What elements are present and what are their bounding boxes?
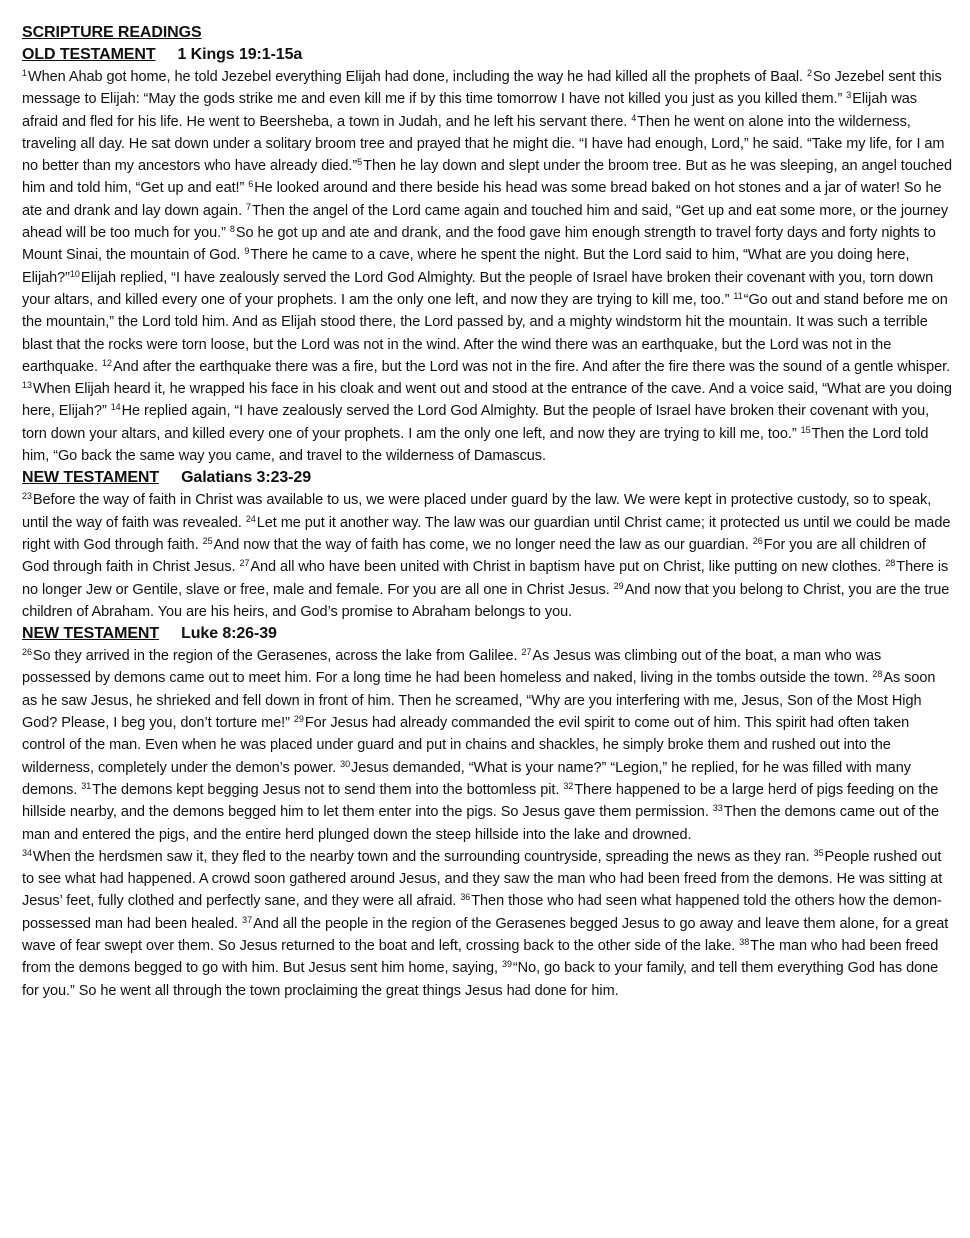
reading-header [22, 623, 952, 645]
verse-number: 29 [613, 580, 624, 591]
reading-paragraph [22, 645, 952, 846]
verse-number: 37 [242, 914, 253, 925]
verse-text: Let me put it another way. The law was our guardian until Christ came; it protected us until we could be made right with God through faith. [22, 514, 951, 553]
verse-text: So Jezebel sent this message to Elijah: “May the gods strike me and even kill me if by this time tomorrow I have not killed you just as you killed them.” [22, 69, 942, 108]
verse-number: 10 [69, 268, 80, 279]
reading-paragraph [22, 489, 952, 623]
reading-paragraph [22, 846, 952, 1002]
verse-number: 36 [460, 892, 471, 903]
verse-text: Before the way of faith in Christ was available to us, we were placed under guard by the law. We were kept in protective custody, so to speak, until the way of faith was revealed. [22, 492, 932, 531]
reading-header [22, 44, 952, 66]
scripture-reference: Galatians 3:23-29 [181, 469, 311, 487]
verse-text: Then those who had seen what happened told the others how the demon-possessed man had been healed. [22, 893, 942, 932]
verse-number: 2 [807, 68, 812, 78]
reading-section [22, 623, 952, 1002]
reading-section [22, 467, 952, 623]
verse-number: 3 [846, 90, 852, 101]
verse-number: 26 [22, 647, 32, 658]
verse-text: There is no longer Jew or Gentile, slave or free, male and female. For you are all one in Christ Jesus. [22, 559, 949, 598]
verse-text: He replied again, “I have zealously served the Lord God Almighty. But the people of Israel have broken their covenant with you, torn down your altars, and killed every one of your prophets. I am the only one left, and now they are trying to kill me, too.” [22, 403, 930, 442]
reading-paragraph [22, 66, 952, 467]
verse-number: 25 [202, 535, 213, 546]
verse-number: 28 [885, 558, 896, 569]
verse-text: And now that you belong to Christ, you are the true children of Abraham. You are his heirs, and God’s promise to Abraham belongs to you. [22, 581, 950, 620]
verse-text: There happened to be a large herd of pigs feeding on the hillside nearby, and the demons begged him to let them enter into the pigs. So Jesus gave them permission. [22, 781, 939, 821]
verse-text: Jesus demanded, “What is your name?” “Legion,” he replied, for he was filled with many demons. [22, 759, 911, 798]
scripture-reference: Luke 8:26-39 [181, 625, 277, 643]
verse [22, 648, 521, 664]
testament-label: NEW TESTAMENT [22, 469, 160, 487]
readings-container [22, 44, 952, 1002]
verse-number: 12 [102, 357, 112, 368]
verse-text: As soon as he saw Jesus, he shrieked and fell down in front of him. Then he screamed, “Why are you interfering with me, Jesus, Son of the Most High God? Please, I beg you, don’t torture me!” [22, 670, 936, 732]
verse-text: There he came to a cave, where he spent the night. But the Lord said to him, “What are you doing here, Elijah?” [22, 247, 910, 286]
verse-number: 35 [813, 847, 824, 858]
verse-number: 5 [357, 157, 363, 168]
verse-number: 9 [244, 246, 250, 257]
verse-number: 30 [340, 758, 351, 769]
verse-number: 11 [733, 290, 743, 301]
verse-text: So they arrived in the region of the Gerasenes, across the lake from Galilee. [32, 648, 522, 665]
verse-number: 4 [631, 112, 637, 123]
verse-text: Then the Lord told him, “Go back the same way you came, and travel to the wilderness of Damascus. [22, 425, 929, 465]
verse-text: When Elijah heard it, he wrapped his face in his cloak and went out and stood at the entrance of the cave. And a voice said, “What are you doing here, Elijah?” [22, 381, 952, 420]
verse-number: 33 [712, 803, 723, 814]
verse-number: 15 [800, 424, 811, 435]
verse-text: When the herdsmen saw it, they fled to the nearby town and the surrounding countryside, spreading the news as they ran. [32, 848, 814, 865]
reading-section [22, 44, 952, 467]
verse [22, 849, 814, 865]
verse-number: 14 [110, 402, 121, 413]
verse-text: And all the people in the region of the Gerasenes begged Jesus to go away and leave them alone, for a great wave of fear swept over them. So Jesus returned to the boat and left, crossing back to the other side of the lake. [22, 915, 949, 954]
verse-text: For you are all children of God through faith in Christ Jesus. [22, 536, 926, 576]
verse-text: People rushed out to see what had happened. A crowd soon gathered around Jesus, and they saw the man who had been freed from the demons. He was sitting at Jesus’ feet, fully clothed and perfectly sane, and they were all afraid. [22, 848, 943, 910]
testament-label: OLD TESTAMENT [22, 46, 156, 63]
verse-text: He looked around and there beside his head was some bread baked on hot stones and a jar of water! So he ate and drank and lay down again. [22, 180, 942, 219]
page-title: SCRIPTURE READINGS [22, 24, 202, 41]
scripture-page [22, 22, 952, 1002]
verse [81, 782, 563, 798]
verse-text: Then he went on alone into the wilderness, traveling all day. He sat down under a solitary broom tree and prayed that he might die. “I have had enough, Lord,” he said. “Take my life, for I am no better than my ancestors who have already died.” [22, 113, 945, 175]
verse-number: 28 [872, 669, 883, 680]
verse [22, 69, 807, 85]
verse-text: Then the angel of the Lord came again and touched him and said, “Get up and eat some more, or the journey ahead will be too much for you.” [22, 202, 949, 242]
verse-number: 13 [22, 380, 32, 391]
verse [239, 559, 885, 575]
verse-number: 27 [239, 558, 250, 569]
verse-text: Elijah was afraid and fled for his life. He went to Beersheba, a town in Judah, and he left his servant there. [22, 91, 917, 130]
verse-number: 32 [563, 780, 574, 791]
verse-text: The man who had been freed from the demons begged to go with him. But Jesus sent him home, saying, [22, 937, 939, 977]
verse-text: And now that the way of faith has come, we no longer need the law as our guardian. [213, 536, 753, 553]
verse-number: 8 [229, 224, 235, 235]
verse-text: The demons kept begging Jesus not to send them into the bottomless pit. [92, 781, 564, 798]
testament-label: NEW TESTAMENT [22, 625, 160, 643]
reading-header [22, 467, 952, 489]
verse-number: 29 [293, 714, 304, 725]
verse-number: 31 [81, 780, 92, 791]
verse-number: 38 [739, 936, 750, 947]
verse-number: 24 [245, 513, 256, 524]
verse-number: 6 [248, 179, 254, 190]
verse-text: “No, go back to your family, and tell them everything God has done for you.” So he went all through the town proclaiming the great things Jesus had done for him. [22, 960, 939, 999]
verse [22, 403, 929, 441]
verse-number: 26 [752, 535, 763, 546]
verse-text: Then the demons came out of the man and entered the pigs, and the entire herd plunged down the steep hillside into the lake and drowned. [22, 804, 939, 843]
verse-number: 7 [246, 201, 251, 212]
verse-number: 34 [22, 847, 32, 858]
verse-number: 39 [501, 959, 512, 970]
verse-text: Then he lay down and slept under the broom tree. But as he was sleeping, an angel touched him and told him, “Get up and eat!” [22, 158, 952, 197]
verse-text: And all who have been united with Christ in baptism have put on Christ, like putting on new clothes. [250, 559, 886, 576]
verse [102, 359, 950, 375]
verse-text: So he got up and ate and drank, and the food gave him enough strength to travel forty days and forty nights to Mount Sinai, the mountain of God. [22, 225, 936, 264]
verse [203, 537, 753, 553]
verse-number: 23 [22, 491, 32, 502]
verse-text: “Go out and stand before me on the mountain,” the Lord told him. And as Elijah stood there, the Lord passed by, and a mighty windstorm hit the mountain. It was such a terrible blast that the rocks were torn loose, but the Lord was not in the wind. After the wind there was an earthquake, but the Lord was not in the earthquake. [22, 291, 948, 375]
scripture-reference: 1 Kings 19:1-15a [177, 46, 303, 63]
verse-text: As Jesus was climbing out of the boat, a man who was possessed by demons came out to meet him. For a long time he had been homeless and naked, living in the tombs outside the town. [22, 648, 882, 687]
verse-text: Elijah replied, “I have zealously served the Lord God Almighty. But the people of Israel have broken their covenant with you, torn down your altars, and killed every one of your prophets. I am the only one left, and now they are trying to kill me, too.” [22, 269, 934, 308]
verse-number: 1 [22, 68, 27, 78]
verse-text: When Ahab got home, he told Jezebel everything Elijah had done, including the way he had killed all the prophets of Baal. [27, 69, 808, 85]
verse-text: And after the earthquake there was a fire, but the Lord was not in the fire. And after the fire there was the sound of a gentle whisper. [112, 358, 951, 375]
verse-text: For Jesus had already commanded the evil spirit to come out of him. This spirit had often taken control of the man. Even when he was placed under guard and put in chains and shackles, he simply broke them and rushed out into the wilderness, completely under the demon’s power. [22, 715, 910, 776]
verse-number: 27 [521, 647, 532, 658]
